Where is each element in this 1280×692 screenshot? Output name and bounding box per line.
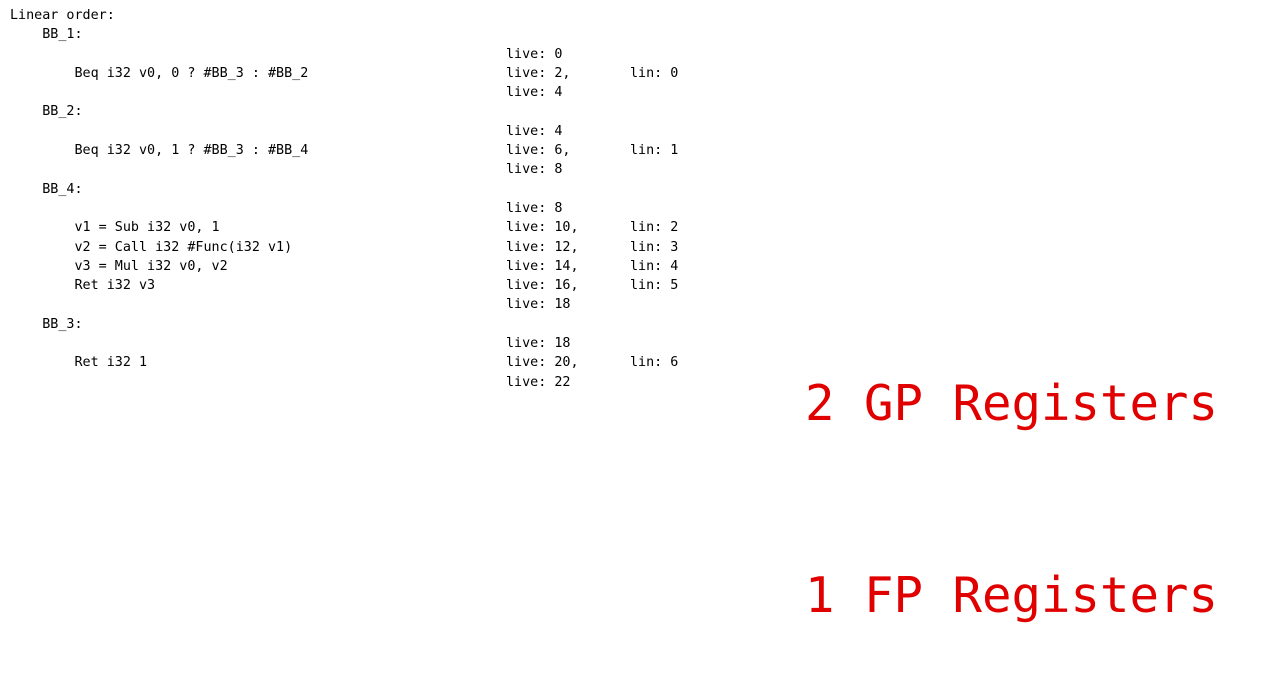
- listing-row: [10, 295, 770, 314]
- live-value: live: 8: [506, 200, 563, 216]
- lin-value: lin: 1: [630, 143, 679, 159]
- instruction-text: v1 = Sub i32 v0, 1: [10, 220, 220, 236]
- listing-row: [10, 334, 770, 353]
- listing-row: [10, 276, 770, 295]
- instruction-text: Linear order:: [10, 8, 115, 23]
- listing-row: [10, 315, 770, 334]
- register-count-callout: [805, 244, 1218, 692]
- instruction-text: v2 = Call i32 #Func(i32 v1): [10, 239, 293, 255]
- listing-row: [10, 238, 770, 257]
- live-value: live: 8: [506, 162, 563, 178]
- listing-row: [10, 257, 770, 276]
- listing-row: [10, 180, 770, 199]
- listing-row: [10, 141, 770, 160]
- listing-row: [10, 353, 770, 372]
- gp-registers-label: 2 GP Registers: [805, 375, 1219, 432]
- instruction-text: Ret i32 v3: [10, 278, 156, 294]
- live-value: live: 0: [506, 46, 563, 62]
- instruction-text: Beq i32 v0, 1 ? #BB_3 : #BB_4: [10, 143, 309, 159]
- live-value: live: 2,: [506, 65, 571, 81]
- listing-row: [10, 6, 770, 25]
- live-value: live: 12,: [506, 239, 579, 255]
- lin-value: lin: 0: [630, 65, 679, 81]
- listing-row: [10, 218, 770, 237]
- listing-row: [10, 25, 770, 44]
- live-value: live: 14,: [506, 258, 579, 274]
- linear-order-listing: [10, 6, 770, 392]
- instruction-text: v3 = Mul i32 v0, v2: [10, 258, 228, 274]
- listing-row: [10, 199, 770, 218]
- lin-value: lin: 3: [630, 239, 679, 255]
- instruction-text: BB_1:: [10, 27, 83, 43]
- listing-row: [10, 45, 770, 64]
- lin-value: lin: 6: [630, 355, 679, 371]
- live-value: live: 6,: [506, 143, 571, 159]
- live-value: live: 20,: [506, 355, 579, 371]
- instruction-text: BB_3:: [10, 316, 83, 332]
- instruction-text: BB_2:: [10, 104, 83, 120]
- instruction-text: Ret i32 1: [10, 355, 148, 371]
- lin-value: lin: 4: [630, 258, 679, 274]
- instruction-text: Beq i32 v0, 0 ? #BB_3 : #BB_2: [10, 65, 309, 81]
- listing-row: [10, 122, 770, 141]
- lin-value: lin: 2: [630, 220, 679, 236]
- listing-row: [10, 160, 770, 179]
- live-value: live: 22: [506, 374, 571, 390]
- instruction-text: BB_4:: [10, 181, 83, 197]
- lin-value: lin: 5: [630, 278, 679, 294]
- live-value: live: 16,: [506, 278, 579, 294]
- fp-registers-label: 1 FP Registers: [805, 567, 1219, 624]
- listing-row: [10, 83, 770, 102]
- listing-row: [10, 373, 770, 392]
- listing-row: [10, 102, 770, 121]
- live-value: live: 18: [506, 297, 571, 313]
- live-value: live: 10,: [506, 220, 579, 236]
- live-value: live: 4: [506, 123, 563, 139]
- live-value: live: 18: [506, 336, 571, 352]
- live-value: live: 4: [506, 85, 563, 101]
- listing-row: [10, 64, 770, 83]
